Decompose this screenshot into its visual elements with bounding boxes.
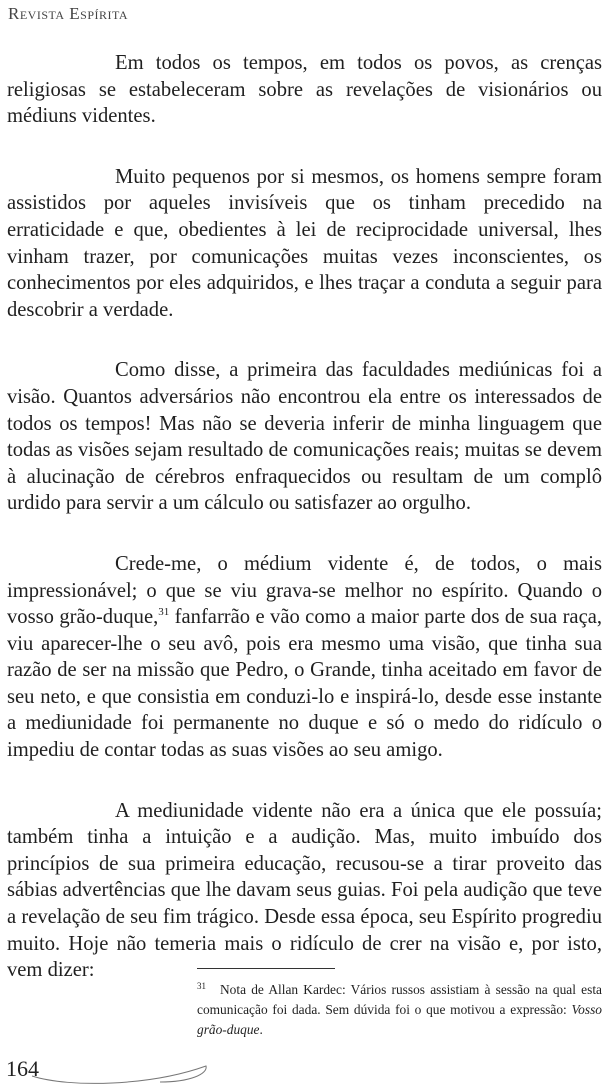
paragraph-4 bbox=[7, 551, 602, 764]
page-ornament-swoosh-icon bbox=[30, 1052, 210, 1087]
paragraph-4-part-1: Crede-me, o médium vidente é, de todos, o mais impressionável; o que se viu grava-se melhor no espírito. Quando o vosso grão-duque, bbox=[7, 552, 602, 629]
running-header: Revista Espírita bbox=[8, 4, 129, 23]
footnote-divider bbox=[197, 968, 335, 969]
footnote-text: Nota de Allan Kardec: Vários russos assistiam à sessão na qual esta comunicação foi dada. Sem dúvida foi o que motivou a expressão: bbox=[197, 982, 602, 1017]
paragraph-4-part-2: fanfarrão e vão como a maior parte dos de sua raça, viu aparecer-lhe o seu avô, pois era mesmo uma visão, que tinha sua razão de ser na missão que Pedro, o Grande, tinha aceitado em favor de seu neto, e que consistia em conduzi-lo e inspirá-lo, desde esse instante a mediunidade foi permanente no duque e só o medo do ridículo o impediu de contar todas as suas visões ao seu amigo. bbox=[7, 606, 602, 762]
body-text bbox=[7, 50, 602, 1018]
paragraph-2: Muito pequenos por si mesmos, os homens sempre foram assistidos por aqueles invisíveis que os tinham precedido na erraticidade e que, obedientes à lei de reciprocidade universal, lhes vinham trazer, por comunicações muitas vezes inconscientes, os conhecimentos por eles adquiridos, e lhes traçar a conduta a seguir para descobrir a verdade. bbox=[7, 165, 602, 321]
page-number: 164 bbox=[6, 1056, 39, 1081]
footnote-number: 31 bbox=[197, 981, 206, 991]
footnote-reference[interactable]: 31 bbox=[158, 606, 170, 619]
footnote-end: . bbox=[259, 1022, 263, 1037]
paragraph-1: Em todos os tempos, em todos os povos, as crenças religiosas se estabeleceram sobre as revelações de visionários ou médiuns videntes. bbox=[7, 52, 602, 128]
paragraph-3: Como disse, a primeira das faculdades mediúnicas foi a visão. Quantos adversários não encontrou ela entre os interessados de todos os tempos! Mas não se deveria inferir de minha linguagem que todas as visões sejam resultado de comunicações reais; muitas se devem à alucinação de cérebros enfraquecidos ou resultam de um complô urdido para servir a um cálculo ou satisfazer ao orgulho. bbox=[7, 359, 602, 515]
footnote bbox=[197, 976, 602, 1040]
footnote-emphasis: Vosso grão-duque bbox=[197, 1002, 602, 1037]
paragraph-5: A mediunidade vidente não era a única que ele possuía; também tinha a intuição e a audição. Mas, muito imbuído dos princípios de sua primeira educação, recusou-se a tirar proveito das sábias advertências que lhe davam seus guias. Foi pela audição que teve a revelação de seu fim trágico. Desde essa época, seu Espírito progrediu muito. Hoje não temeria mais o ridículo de crer na visão e, por isto, vem dizer: bbox=[7, 799, 602, 982]
